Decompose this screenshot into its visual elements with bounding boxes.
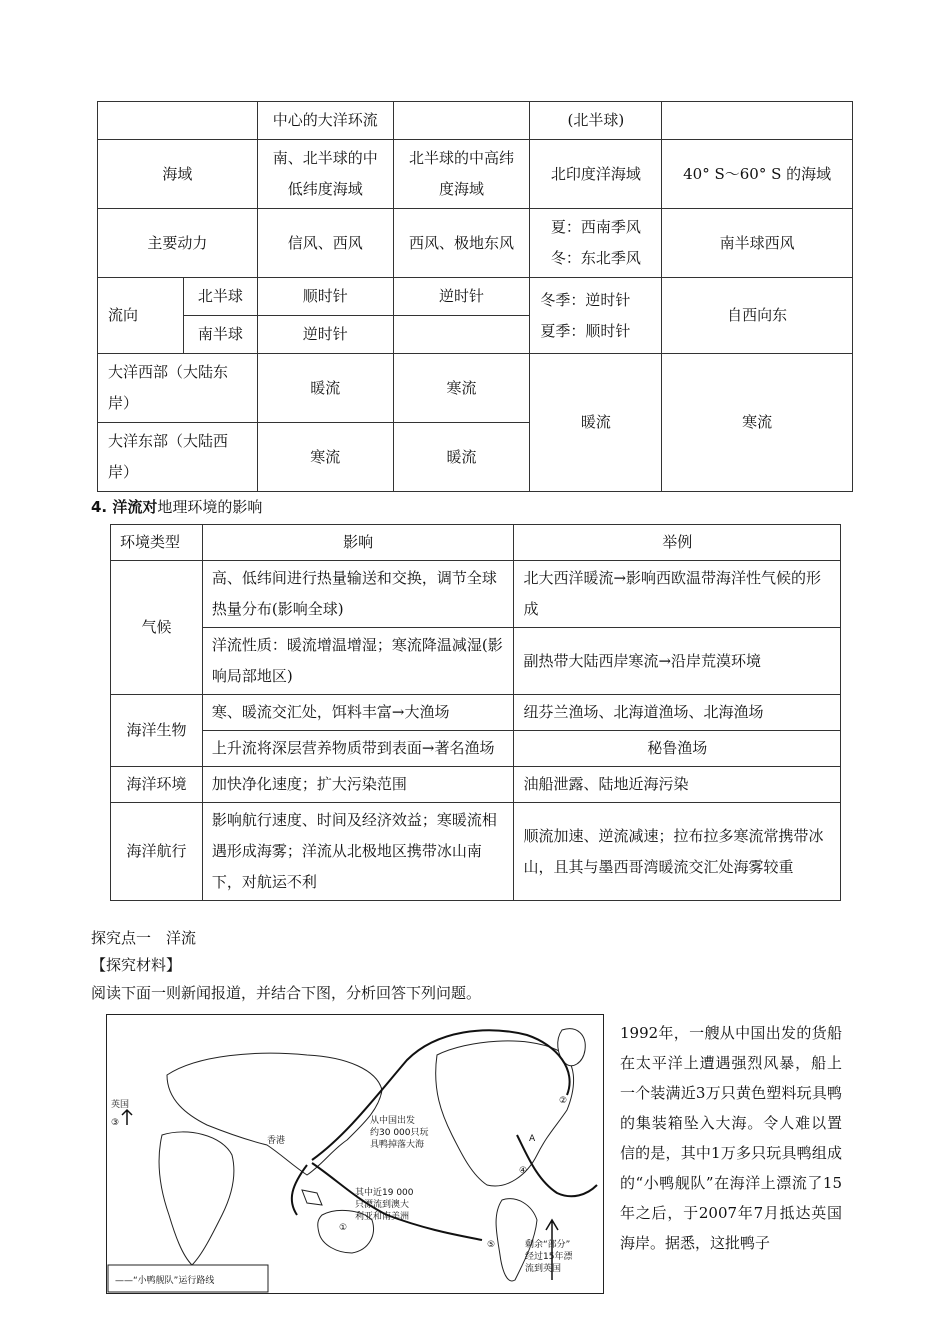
sub-label: 南半球 [183, 316, 257, 354]
table-cell [530, 278, 662, 354]
start-label-2: 约30 000只玩 [370, 1128, 429, 1138]
table-cell: (北半球) [530, 102, 662, 140]
row-label: 气候 [111, 561, 203, 695]
duck-route-map [106, 1014, 604, 1294]
circle-2-label: ② [559, 1096, 568, 1106]
aus-label-3: 利亚和南美洲 [355, 1212, 410, 1222]
table-cell [393, 316, 530, 354]
ocean-circulation-table [97, 101, 853, 492]
table-cell: 寒流 [393, 354, 530, 423]
column-header: 环境类型 [111, 525, 203, 561]
intro-text: 阅读下面一则新闻报道，并结合下图，分析回答下列问题。 [91, 984, 482, 1002]
table-cell: 寒流 [257, 423, 393, 492]
table-cell: 北大西洋暖流→影响西欧温带海洋性气候的形成 [514, 561, 841, 628]
sub-label: 北半球 [183, 278, 257, 316]
ocean-impact-table [110, 524, 841, 901]
row-label: 海洋环境 [111, 767, 203, 803]
cell-line: 冬季：逆时针 [540, 290, 631, 309]
table-row [111, 803, 841, 901]
table-cell [530, 209, 662, 278]
table-cell: 40° S～60° S 的海域 [662, 140, 853, 209]
explore-heading: 探究点一 洋流 [91, 929, 197, 947]
circle-5-label: ⑤ [487, 1240, 496, 1250]
table-row [111, 731, 841, 767]
news-story-text: 1992年，一艘从中国出发的货船在太平洋上遭遇强烈风暴，船上一个装满近3万只黄色塑料玩具鸭的集装箱坠入大海。令人难以置信的是，其中1万多只玩具鸭组成的“小鸭舰队”在海洋上漂流了15年之后，于2007年7月抵达英国海岸。据悉，这批鸭子 [620, 1024, 842, 1252]
table-cell: 北印度洋海域 [530, 140, 662, 209]
row-label: 海洋航行 [111, 803, 203, 901]
table-cell: 寒流 [662, 354, 853, 492]
table-row [111, 767, 841, 803]
table-cell: 中心的大洋环流 [257, 102, 393, 140]
table-cell: 暖流 [393, 423, 530, 492]
table-cell: 逆时针 [257, 316, 393, 354]
table-row [111, 561, 841, 628]
table-cell: 西风、极地东风 [393, 209, 530, 278]
table-row [98, 102, 853, 140]
table-cell: 洋流性质：暖流增温增湿；寒流降温减湿(影响局部地区) [202, 628, 514, 695]
cell-line: 夏季：顺时针 [540, 321, 631, 340]
table-cell: 顺流加速、逆流减速；拉布拉多寒流常携带冰山，且其与墨西哥湾暖流交汇处海雾较重 [514, 803, 841, 901]
table-cell: 秘鲁渔场 [514, 731, 841, 767]
circle-1-label: ① [339, 1223, 348, 1233]
islands-shape [302, 1190, 322, 1205]
circle-3-label: ③ [111, 1118, 120, 1128]
table-cell: 油船泄露、陆地近海污染 [514, 767, 841, 803]
row-label: 大洋西部（大陆东岸） [98, 354, 258, 423]
heading-text: 地理环境的影响 [157, 498, 263, 516]
aus-label-2: 只漂流到澳大 [355, 1200, 410, 1210]
table-cell [98, 102, 258, 140]
table-cell: 寒、暖流交汇处，饵料丰富→大渔场 [202, 695, 514, 731]
column-header: 举例 [514, 525, 841, 561]
table-cell: 暖流 [530, 354, 662, 492]
table-cell: 北半球的中高纬度海域 [393, 140, 530, 209]
table-row [98, 140, 853, 209]
rest-label-3: 流到英国 [525, 1264, 562, 1274]
africa-shape [159, 1132, 234, 1265]
row-label: 海域 [98, 140, 258, 209]
table-cell: 副热带大陆西岸寒流→沿岸荒漠环境 [514, 628, 841, 695]
cell-line: 冬：东北季风 [550, 249, 641, 267]
rest-label-1: 剩余“部分” [525, 1240, 571, 1250]
material-heading: 【探究材料】 [91, 956, 182, 974]
table-cell: 自西向东 [662, 278, 853, 354]
table-cell: 加快净化速度；扩大污染范围 [202, 767, 514, 803]
point-a-label: A [529, 1134, 536, 1144]
row-label: 大洋东部（大陆西岸） [98, 423, 258, 492]
table-cell: 逆时针 [393, 278, 530, 316]
north-america-shape [436, 1041, 574, 1186]
table-cell: 上升流将深层营养物质带到表面→著名渔场 [202, 731, 514, 767]
uk-label: 英国 [111, 1100, 130, 1110]
cell-line: 夏：西南季风 [550, 218, 641, 236]
table-cell [393, 102, 530, 140]
column-header: 影响 [202, 525, 514, 561]
table-row [98, 278, 853, 316]
table-cell: 纽芬兰渔场、北海道渔场、北海渔场 [514, 695, 841, 731]
table-row [111, 695, 841, 731]
hongkong-label: 香港 [267, 1136, 286, 1146]
table-cell: 影响航行速度、时间及经济效益；寒暖流相遇形成海雾；洋流从北极地区携带冰山南下，对航运不利 [202, 803, 514, 901]
table-cell: 南半球西风 [662, 209, 853, 278]
table-row [111, 628, 841, 695]
table-row [98, 209, 853, 278]
heading-number: 4. 洋流对 [91, 498, 158, 516]
table-cell [662, 102, 853, 140]
row-label: 主要动力 [98, 209, 258, 278]
circle-4-label: ④ [519, 1166, 528, 1176]
start-label-1: 从中国出发 [370, 1116, 416, 1126]
table-cell: 高、低纬间进行热量输送和交换，调节全球热量分布(影响全球) [202, 561, 514, 628]
legend-label: ——“小鸭舰队”运行路线 [115, 1276, 215, 1286]
table-cell: 顺时针 [257, 278, 393, 316]
row-label: 海洋生物 [111, 695, 203, 767]
table-cell: 暖流 [257, 354, 393, 423]
section-heading [91, 496, 262, 517]
table-header-row [111, 525, 841, 561]
table-row [98, 354, 853, 423]
table-cell: 南、北半球的中低纬度海域 [257, 140, 393, 209]
continents [159, 1029, 585, 1281]
row-label: 流向 [98, 278, 184, 354]
rest-label-2: 经过15年漂 [525, 1252, 573, 1262]
arrow-uk-path [122, 1110, 132, 1125]
table-cell: 信风、西风 [257, 209, 393, 278]
aus-label-1: 其中近19 000 [355, 1188, 414, 1198]
start-label-3: 具鸭掉落大海 [370, 1140, 425, 1150]
